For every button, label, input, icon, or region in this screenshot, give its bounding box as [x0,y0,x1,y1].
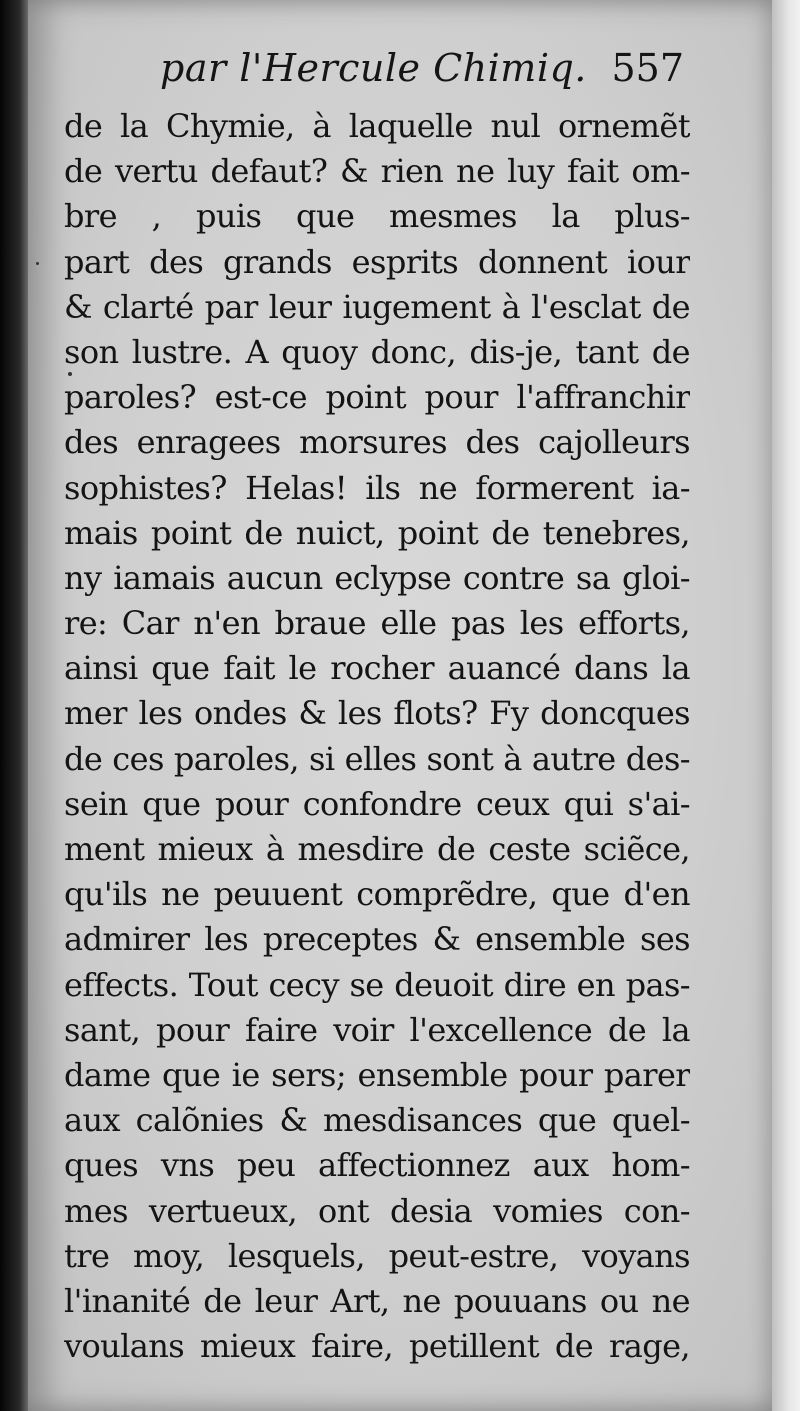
text-line: son lustre. A quoy donc, dis-je, tant de [64,332,690,371]
text-line: voulans mieux faire, petillent de rage, [64,1327,690,1366]
text-line: sophistes? Helas! ils ne formerent ia- [64,468,690,507]
text-line: mer les ondes & les flots? Fy doncques [64,694,690,733]
text-line: ques vns peu affectionnez aux hom- [64,1146,690,1185]
body-text [64,104,690,1369]
text-line: ainsi que fait le rocher auancé dans la [64,649,690,688]
text-line: de la Chymie, à laquelle nul ornemẽt [64,107,690,145]
text-line: de vertu defaut? & rien ne luy fait om- [64,152,690,191]
binding-shadow [0,0,28,1411]
text-line: re: Car n'en braue elle pas les efforts, [64,604,690,643]
text-line: tre moy, lesquels, peut-estre, voyans [64,1236,690,1275]
page-edge [772,0,800,1411]
text-line: ny iamais aucun eclypse contre sa gloi- [64,558,690,597]
text-line: admirer les preceptes & ensemble ses [64,920,690,959]
text-line: sant, pour faire voir l'excellence de la [64,1010,690,1049]
page-number: 557 [611,46,684,90]
text-line: part des grands esprits donnent iour [64,242,690,281]
text-line: qu'ils ne peuuent comprẽdre, que d'en [64,875,690,914]
ink-speck [36,262,39,265]
text-line: paroles? est-ce point pour l'affranchir [64,378,690,417]
text-line: de ces paroles, si elles sont à autre des- [64,739,690,778]
text-line: sein que pour confondre ceux qui s'ai- [64,784,690,823]
running-title: par l'Hercule Chimiq. [160,46,587,90]
text-line: mes vertueux, ont desia vomies con- [64,1191,690,1230]
text-line: ment mieux à mesdire de ceste sciẽce, [64,830,690,868]
text-line: dame que ie sers; ensemble pour parer [64,1055,690,1094]
text-line: bre , puis que mesmes la plus- [64,197,690,236]
text-line: des enragees morsures des cajolleurs [64,423,690,462]
page-header [130,46,690,102]
text-line: effects. Tout cecy se deuoit dire en pas- [64,965,690,1004]
text-line: & clarté par leur iugement à l'esclat de [64,287,690,326]
text-line: mais point de nuict, point de tenebres, [64,513,690,552]
text-line: aux calõnies & mesdisances que quel- [64,1101,690,1140]
text-line: l'inanité de leur Art, ne pouuans ou ne [64,1281,690,1320]
